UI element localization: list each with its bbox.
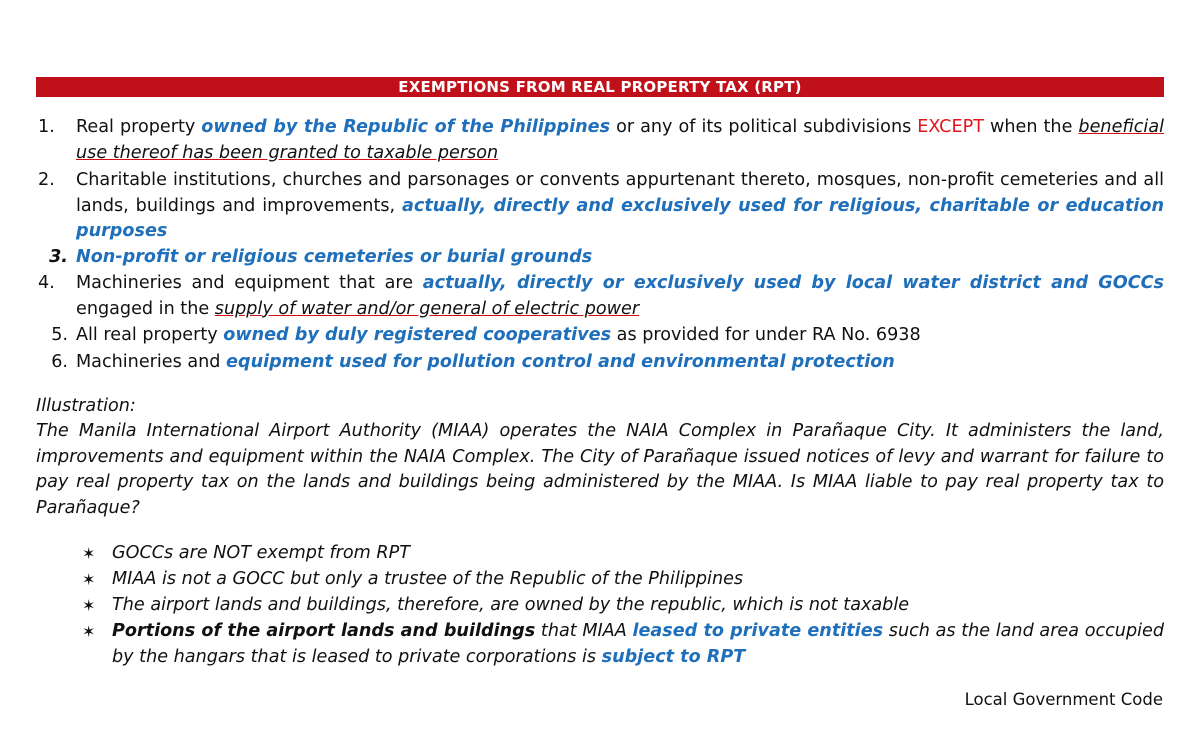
item-emphasis: actually, directly or exclusively used by local water district and GOCCs — [422, 273, 1164, 293]
star-bullet-icon: ✶ — [82, 570, 96, 589]
item-emphasis: Non-profit or religious cemeteries or burial grounds — [76, 247, 593, 267]
exemption-item-4 — [38, 271, 1164, 322]
item-number: 5. — [51, 325, 68, 345]
item-text: Charitable institutions, churches and parsonages or convents appurtenant thereto, mosques, non-profit cemeteries and all lands, buildings and improvements, — [76, 170, 1164, 216]
item-number: 2. — [38, 170, 55, 190]
bullet-item-3 — [82, 593, 1164, 619]
exemption-item-6 — [51, 350, 1164, 376]
item-exception: EXCEPT — [917, 117, 984, 137]
item-number: 1. — [38, 117, 55, 137]
item-number: 3. — [49, 247, 68, 267]
star-bullet-icon: ✶ — [82, 596, 96, 615]
exemption-item-2 — [38, 168, 1164, 245]
item-text: engaged in the — [76, 298, 215, 319]
star-bullet-icon: ✶ — [82, 622, 96, 641]
item-emphasis: owned by duly registered cooperatives — [223, 325, 612, 345]
item-underlined: beneficial use thereof has been granted to taxable person — [76, 117, 1164, 163]
illustration-body: The Manila International Airport Authority (MIAA) operates the NAIA Complex in Parañaque City. It administers the land, improvements and equipment within the NAIA Complex. The City of Parañaque issued notices of levy and warrant for failure to pay real property tax on the lands and buildings being administered by the MIAA. Is MIAA liable to pay real property tax to Parañaque? — [36, 421, 1164, 518]
exemption-item-1 — [38, 115, 1164, 166]
item-text: All real property — [76, 325, 224, 345]
bullet-emphasis: leased to private entities — [632, 621, 884, 641]
item-text: when the — [983, 117, 1079, 137]
exemption-item-5 — [51, 323, 1164, 349]
bullet-text: MIAA is not a GOCC but only a trustee of the Republic of the Philippines — [112, 569, 744, 589]
item-text: Real property — [76, 117, 202, 137]
bullet-item-2 — [82, 567, 1164, 593]
item-number: 4. — [38, 273, 55, 293]
item-text: as provided for under RA No. 6938 — [611, 325, 921, 345]
item-text: Machineries and equipment that are — [76, 273, 423, 293]
item-emphasis: equipment used for pollution control and environmental protection — [226, 352, 895, 372]
bullet-text: that MIAA — [535, 621, 633, 641]
bullet-item-4 — [82, 619, 1165, 670]
illustration-heading: Illustration: — [36, 396, 136, 416]
item-underlined: supply of water and/or general of electric power — [214, 298, 640, 319]
item-emphasis: owned by the Republic of the Philippines — [201, 117, 611, 137]
bullet-emphasis: subject to RPT — [601, 646, 746, 667]
bullet-text: The airport lands and buildings, therefore, are owned by the republic, which is not taxable — [112, 595, 910, 615]
exemption-item-3 — [49, 245, 1164, 271]
star-bullet-icon: ✶ — [82, 544, 96, 563]
page-title: EXEMPTIONS FROM REAL PROPERTY TAX (RPT) — [36, 77, 1164, 97]
item-number: 6. — [51, 352, 68, 372]
item-text: or any of its political subdivisions — [610, 117, 918, 137]
item-emphasis: actually, directly and exclusively used for religious, charitable or education purposes — [76, 195, 1164, 241]
footer-source: Local Government Code — [964, 690, 1163, 709]
item-text: Machineries and — [76, 352, 227, 372]
bullet-item-1 — [82, 541, 1164, 567]
bullet-bold-text: Portions of the airport lands and buildings — [112, 621, 536, 641]
bullet-text: GOCCs are NOT exempt from RPT — [112, 543, 410, 563]
bullet-text: such as the land area occupied by the hangars that is leased to private corporations is — [112, 621, 1165, 667]
